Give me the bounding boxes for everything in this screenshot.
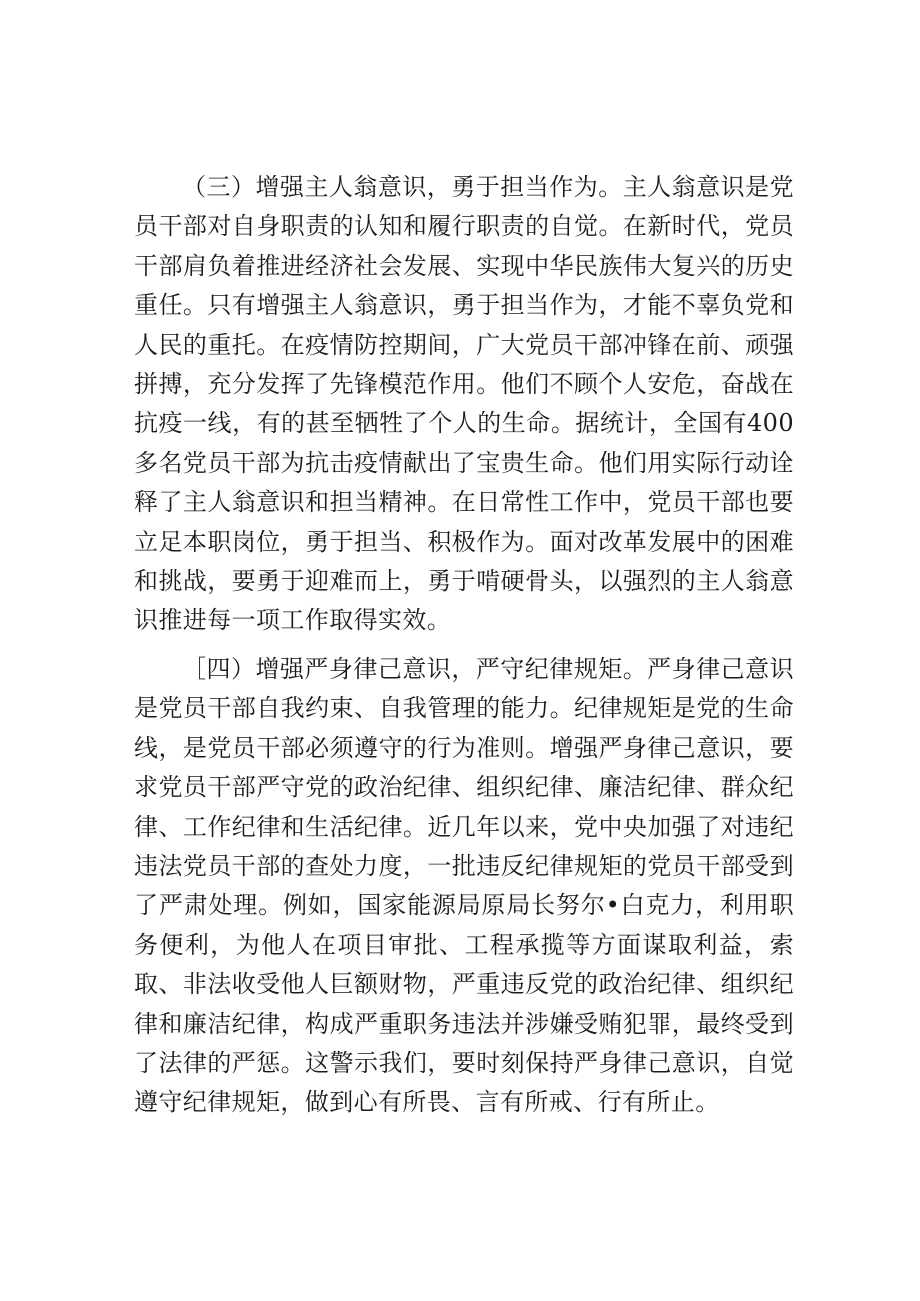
document-body [134,168,794,1123]
paragraph-section-3: （三）增强主人翁意识，勇于担当作为。主人翁意识是党员干部对自身职责的认知和履行职责的自觉。在新时代，党员干部肩负着推进经济社会发展、实现中华民族伟大复兴的历史重任。只有增强主人翁意识，勇于担当作为，才能不辜负党和人民的重托。在疫情防控期间，广大党员干部冲锋在前、顽强拼搏，充分发挥了先锋模范作用。他们不顾个人安危，奋战在抗疫一线，有的甚至牺牲了个人的生命。据统计，全国有400多名党员干部为抗击疫情献出了宝贵生命。他们用实际行动诠释了主人翁意识和担当精神。在日常性工作中，党员干部也要立足本职岗位，勇于担当、积极作为。面对改革发展中的困难和挑战，要勇于迎难而上，勇于啃硬骨头，以强烈的主人翁意识推进每一项工作取得实效。 [134,173,794,635]
paragraph-section-4: ［四）增强严身律己意识，严守纪律规矩。严身律己意识是党员干部自我约束、自我管理的能力。纪律规矩是党的生命线，是党员干部必须遵守的行为准则。增强严身律己意识，要求党员干部严守党的政治纪律、组织纪律、廉洁纪律、群众纪律、工作纪律和生活纪律。近几年以来，党中央加强了对违纪违法党员干部的查处力度，一批违反纪律规矩的党员干部受到了严肃处理。例如，国家能源局原局长努尔•白克力，利用职务便利，为他人在项目审批、工程承揽等方面谋取利益，索取、非法收受他人巨额财物，严重违反党的政治纪律、组织纪律和廉洁纪律，构成严重职务违法并涉嫌受贿犯罪，最终受到了法律的严惩。这警示我们，要时刻保持严身律己意识，自觉遵守纪律规矩，做到心有所畏、言有所戒、行有所止。 [134,654,794,1117]
